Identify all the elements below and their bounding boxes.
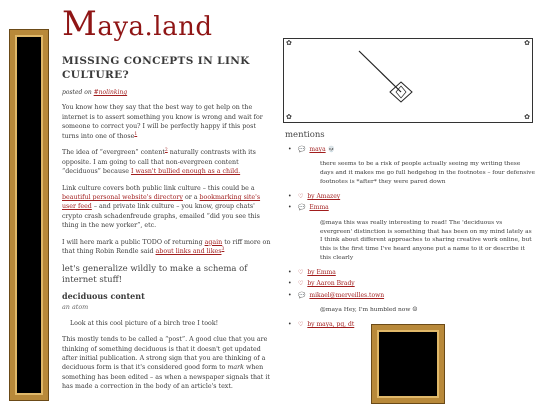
site-title[interactable] (62, 4, 213, 44)
again-link[interactable]: again (204, 238, 223, 246)
directory-link[interactable]: beautiful personal website's directory (62, 194, 183, 202)
paragraph-5: Look at this cool picture of a birch tree I took! (70, 319, 219, 327)
mentions-section (285, 130, 535, 332)
mention-content: @maya this was really interesting to read! The 'deciduous vs evergreen' distinction is something that has been on my mind lately as I think about different approaches to sharing creative work online, but this is the first time I've heard anyone put a name to it or describe it this clearly (320, 219, 532, 262)
site-title-rest: aya.land (97, 12, 213, 42)
decorative-illustration-box (283, 38, 533, 123)
mention-content: there seems to be a risk of people actually seeing my writing these days and it makes me go full hedgehog in the footnotes – four defensive footnotes is *after* they were pared down (320, 161, 535, 186)
paragraph-3-text-a: Link culture covers both public link culture – this could be a (62, 184, 255, 192)
heart-icon: ♡ (298, 321, 304, 329)
heart-icon: ♡ (298, 280, 304, 288)
footnote-link-2[interactable]: 2 (164, 148, 168, 154)
mention-item (285, 280, 535, 288)
paragraph-4-text-b: to riff more on that thing Robin Rendle said (62, 238, 271, 256)
paragraph-3 (62, 184, 274, 231)
mention-author-link[interactable]: Emma (309, 204, 329, 212)
paragraph-1-text: You know how they say that the best way to get help on the internet is to assert something you know is wrong and wait for someone to correct you? I will be perfectly happy if this post turns into one of those (62, 104, 263, 140)
heart-icon: ♡ (298, 192, 304, 200)
mention-content: @maya Hey, I'm humbled now ☺ (320, 307, 418, 314)
mention-item (285, 269, 535, 277)
mention-item (285, 204, 535, 263)
mention-author-link[interactable]: by Amazey (307, 192, 341, 200)
site-title-initial: M (62, 4, 98, 44)
gilded-frame-left (10, 30, 48, 400)
mention-item (285, 193, 535, 201)
mention-item (285, 146, 535, 187)
atom-label: an atom (62, 302, 89, 311)
paragraph-3-text-c: – and private link culture – you know, group chats' crypto crash schadenfreude graphs, emailed “did you see this thing in the new yorker”, etc. (62, 203, 260, 230)
paragraph-6 (62, 335, 274, 392)
paragraph-3-text-b: or a (182, 194, 200, 202)
bullied-link[interactable]: I wasn't bullied enough as a child. (130, 168, 241, 176)
corner-ornament-icon: ✿ (286, 113, 292, 121)
paragraph-4 (62, 238, 274, 257)
footnote-link-3[interactable]: 3 (221, 247, 225, 253)
corner-ornament-icon: ✿ (524, 39, 530, 47)
paragraph-6-text-b: when something has been edited – as when a newspaper signals that it has made a correction in the body of an article's text. (62, 364, 270, 391)
pendulum-diamond-icon (284, 39, 532, 122)
paragraph-2 (62, 148, 274, 176)
mentions-title: mentions (285, 130, 325, 140)
skull-icon: 💀 (327, 146, 336, 153)
section-heading: let's generalize wildly to make a schema of internet stuff! (62, 263, 248, 286)
mention-author-link[interactable]: by Aaron Brady (307, 280, 355, 288)
paragraph-1 (62, 103, 274, 141)
links-likes-link[interactable]: about links and likes (155, 248, 222, 256)
subsection-heading: deciduous content (62, 290, 145, 301)
paragraph-4-text-a: I will here mark a public TODO of returning (62, 238, 205, 246)
paragraph-2-text-a: The idea of “evergreen” content (62, 149, 165, 157)
post-title: MISSING CONCEPTS IN LINK CULTURE? (62, 55, 250, 82)
mentions-list (285, 146, 535, 329)
paragraph-6-text-a: This mostly tends to be called a “post”. A good clue that you are thinking of something deciduous is that it doesn't get updated after initial publication. A strong sign that you are thinking of a deciduous form is that it's considered good form to (62, 336, 268, 372)
speech-bubble-icon: 💬 (298, 204, 306, 212)
heart-icon: ♡ (298, 269, 304, 277)
mention-author-link[interactable]: mikael@merveilles.town (309, 291, 385, 299)
corner-ornament-icon: ✿ (286, 39, 292, 47)
mention-author-link[interactable]: by Emma (307, 269, 336, 277)
mention-author-link[interactable]: by maya, pg, dt (307, 321, 355, 329)
corner-ornament-icon: ✿ (524, 113, 530, 121)
mention-author-link[interactable]: maya (309, 146, 326, 153)
posted-prefix: posted on (62, 89, 92, 97)
paragraph-2-text-b: naturally contrasts with its opposite. I am going to call that non-evergreen content “deciduous” because (62, 149, 256, 176)
speech-bubble-icon: 💬 (298, 146, 306, 153)
article (62, 54, 274, 399)
mention-item (285, 292, 535, 315)
tag-link[interactable]: #nolinking (93, 89, 128, 97)
paragraph-6-emphasis: mark (227, 364, 244, 372)
footnote-link-1[interactable]: 1 (134, 131, 138, 137)
gilded-frame-bottom (372, 325, 444, 403)
posted-on (62, 89, 274, 96)
speech-bubble-icon: 💬 (298, 291, 306, 299)
user-feed-link[interactable]: bookmarking site's user feed (62, 194, 261, 211)
